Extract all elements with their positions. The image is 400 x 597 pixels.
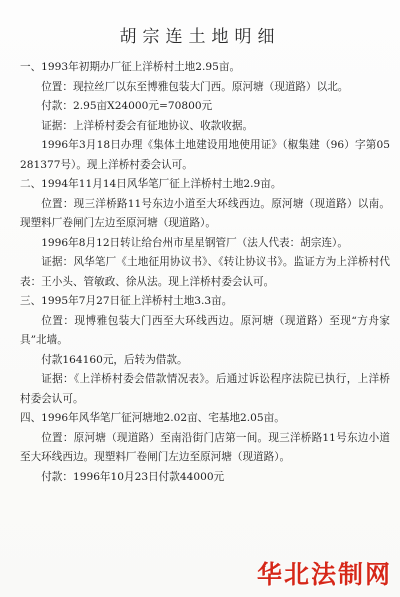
document-body (20, 58, 390, 487)
section-2-transfer: 1996年8月12日转让给台州市星星钢管厂（法人代表：胡宗连）。 (41, 236, 348, 249)
section-3-location: 位置：现博雅包装大门西至大环线西边。原河塘（现道路）至现“方舟家具”北墙。 (20, 314, 390, 346)
section-heading-3: 三、1995年7月27日征上洋桥村土地3.3亩。 (20, 295, 233, 307)
section-4-location: 位置：原河塘（现道路）至南沿街门店第一间。现三洋桥路11号东边小道至大环线西边。现塑料厂卷闸门左边至原河塘（现道路）。 (20, 431, 390, 463)
section-1-evidence: 证据：上洋桥村委会有征地协议、收款收据。 (41, 119, 254, 132)
section-heading-1: 一、1993年初期办厂征上洋桥村土地2.95亩。 (20, 61, 241, 73)
section-2-location: 位置：现三洋桥路11号东边小道至大环线西边。原河塘（现道路）以南。现塑料厂卷闸门左边至原河塘（现道路）。 (20, 197, 390, 229)
section-3-payment: 付款164160元，后转为借款。 (41, 353, 188, 366)
section-3-evidence: 证据：《上洋桥村委会借款情况表》。后通过诉讼程序法院已执行，上洋桥村委会认可。 (20, 373, 390, 405)
document-title: 胡宗连土地明细 (119, 27, 281, 47)
section-2-evidence: 证据：风华笔厂《土地征用协议书》、《转让协议书》。监证方为上洋桥村代表：王小头、管敏政、徐从法。现上洋桥村委会认可。 (20, 256, 390, 288)
section-1-certificate: 1996年3月18日办理《集体土地建设用地使用证》（椒集建（96）字第05281377号）。现上洋桥村委会认可。 (20, 139, 390, 171)
section-4-payment: 付款：1996年10月23日付款44000元 (41, 470, 225, 483)
site-watermark-logo: 华北法制网 (256, 560, 392, 589)
section-heading-4: 四、1996年风华笔厂征河塘地2.02亩、宅基地2.05亩。 (20, 412, 285, 424)
section-1-location: 位置：现拉丝厂以东至博雅包装大门西。原河塘（现道路）以北。 (41, 80, 349, 93)
section-heading-2: 二、1994年11月14日风华笔厂征上洋桥村土地2.9亩。 (20, 178, 282, 190)
section-1-payment: 付款：2.95亩X24000元=70800元 (41, 100, 213, 112)
